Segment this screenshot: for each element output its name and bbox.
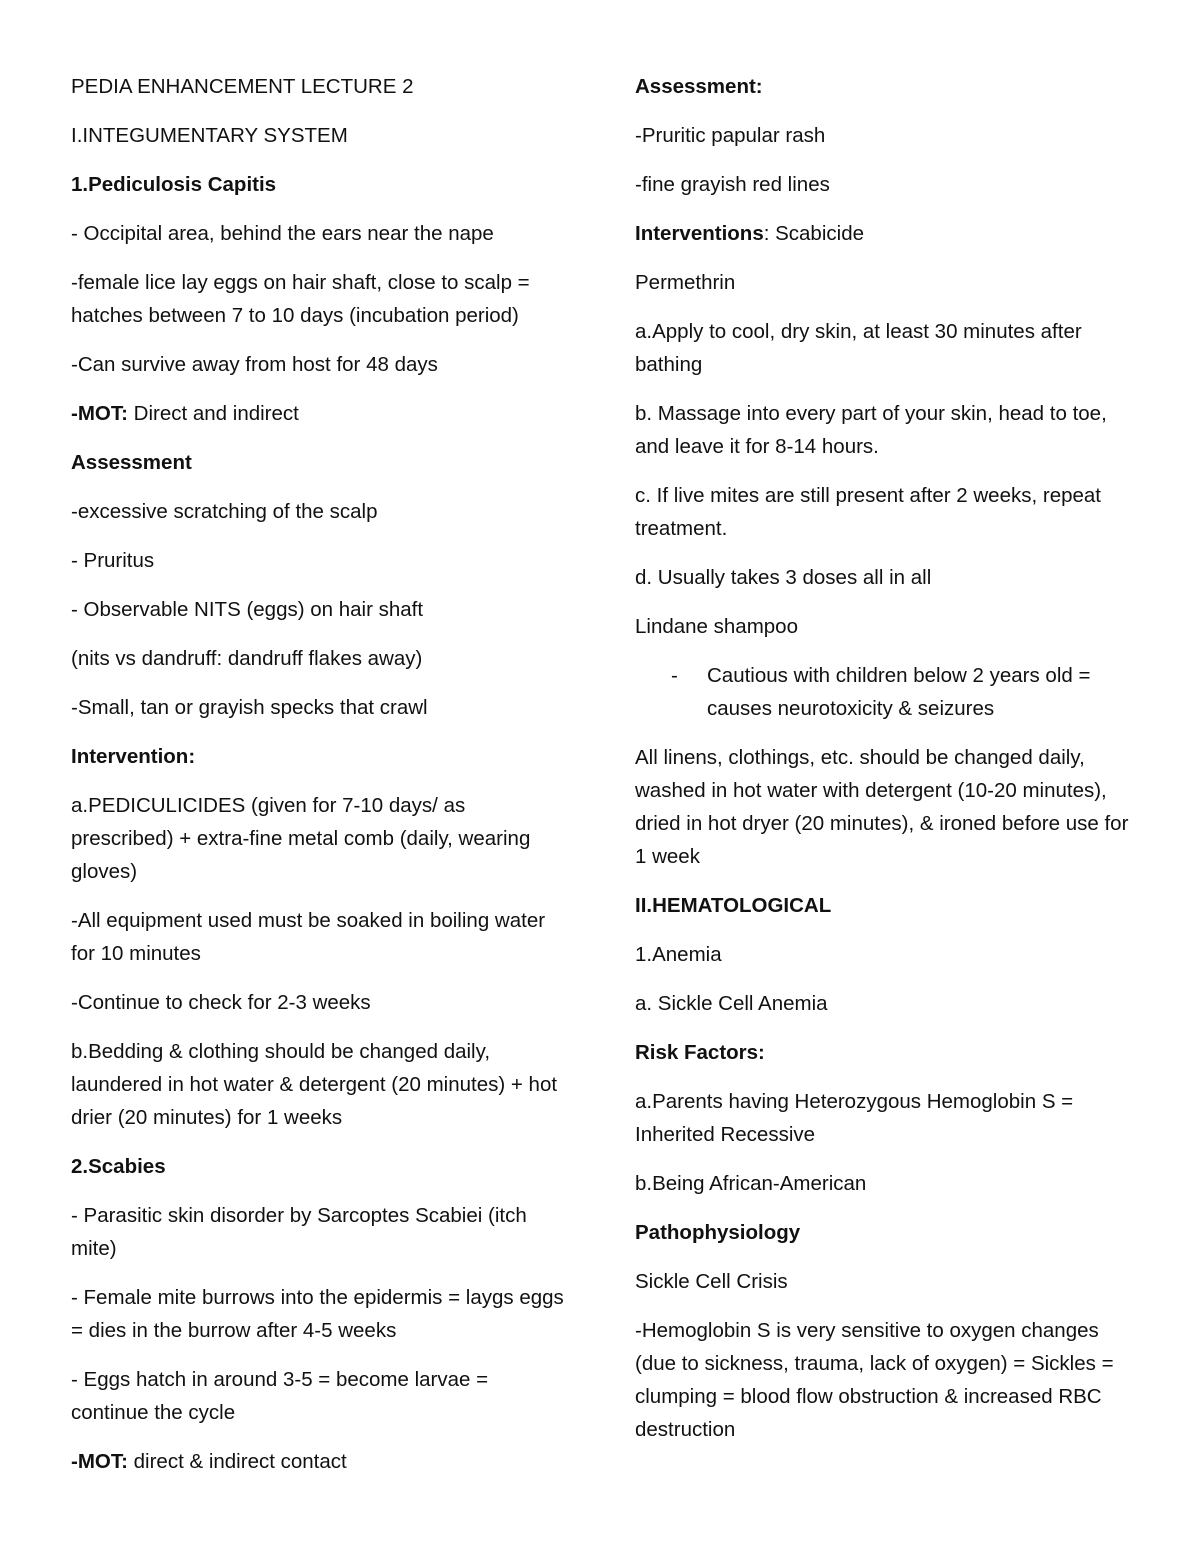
text-line: -Pruritic papular rash [635,124,826,147]
text-line: d. Usually takes 3 doses all in all [635,566,932,589]
assessment-heading: Assessment [71,451,192,474]
text-line: -Can survive away from host for 48 days [71,353,438,376]
topic-heading-scabies: 2.Scabies [71,1155,166,1178]
text-line: Permethrin [635,271,736,294]
mot-line [71,1445,571,1478]
section-heading-hematological: II.HEMATOLOGICAL [635,894,832,917]
text-line: b.Bedding & clothing should be changed daily, laundered in hot water & detergent (20 minutes) + hot drier (20 minutes) for 1 weeks [71,1040,558,1129]
text-line: -female lice lay eggs on hair shaft, close to scalp = hatches between 7 to 10 days (incubation period) [71,271,530,327]
text-line: -fine grayish red lines [635,173,830,196]
text-line: b.Being African-American [635,1172,867,1195]
mot-text: Direct and indirect [127,402,299,425]
text-line: All linens, clothings, etc. should be changed daily, washed in hot water with detergent (10-20 minutes), dried in hot dryer (20 minutes), & ironed before use for 1 week [635,746,1129,868]
document-title: PEDIA ENHANCEMENT LECTURE 2 [71,75,414,98]
text-line: - Occipital area, behind the ears near the nape [71,222,494,245]
text-line: -excessive scratching of the scalp [71,500,378,523]
text-line: a.Apply to cool, dry skin, at least 30 minutes after bathing [635,320,1082,376]
text-line: -Small, tan or grayish specks that crawl [71,696,428,719]
text-line: b. Massage into every part of your skin, head to toe, and leave it for 8-14 hours. [635,402,1107,458]
interventions-label: Interventions [635,222,764,245]
mot-text: direct & indirect contact [127,1450,347,1473]
assessment-heading: Assessment: [635,75,763,98]
mot-label: -MOT: [71,402,128,425]
text-line: c. If live mites are still present after 2 weeks, repeat treatment. [635,484,1101,540]
risk-factors-heading: Risk Factors: [635,1041,765,1064]
text-line: 1.Anemia [635,943,722,966]
mot-line [71,397,571,430]
text-line: -Continue to check for 2-3 weeks [71,991,371,1014]
text-line: (nits vs dandruff: dandruff flakes away) [71,647,423,670]
text-line: Lindane shampoo [635,615,798,638]
interventions-line [635,217,1135,250]
text-line: -All equipment used must be soaked in boiling water for 10 minutes [71,909,546,965]
section-heading-integumentary: I.INTEGUMENTARY SYSTEM [71,124,348,147]
text-line: - Pruritus [71,549,155,572]
bullet-text: Cautious with children below 2 years old = causes neurotoxicity & seizures [707,664,1091,720]
right-column [635,70,1135,1462]
bullet-dash: - [671,664,678,687]
text-line: Sickle Cell Crisis [635,1270,788,1293]
left-column [71,70,571,1494]
text-line: a.PEDICULICIDES (given for 7-10 days/ as prescribed) + extra-fine metal comb (daily, wearing gloves) [71,794,531,883]
text-line: -Hemoglobin S is very sensitive to oxygen changes (due to sickness, trauma, lack of oxygen) = Sickles = clumping = blood flow obstruction & increased RBC destruction [635,1319,1114,1441]
intervention-heading: Intervention: [71,745,196,768]
interventions-text: : Scabicide [763,222,864,245]
pathophysiology-heading: Pathophysiology [635,1221,801,1244]
text-line: a. Sickle Cell Anemia [635,992,828,1015]
text-line: - Observable NITS (eggs) on hair shaft [71,598,424,621]
mot-label: -MOT: [71,1450,128,1473]
text-line: - Eggs hatch in around 3-5 = become larvae = continue the cycle [71,1368,489,1424]
text-line: - Parasitic skin disorder by Sarcoptes Scabiei (itch mite) [71,1204,527,1260]
topic-heading-pediculosis: 1.Pediculosis Capitis [71,173,277,196]
bullet-item [635,659,1135,725]
text-line: - Female mite burrows into the epidermis = laygs eggs = dies in the burrow after 4-5 weeks [71,1286,564,1342]
text-line: a.Parents having Heterozygous Hemoglobin S = Inherited Recessive [635,1090,1074,1146]
